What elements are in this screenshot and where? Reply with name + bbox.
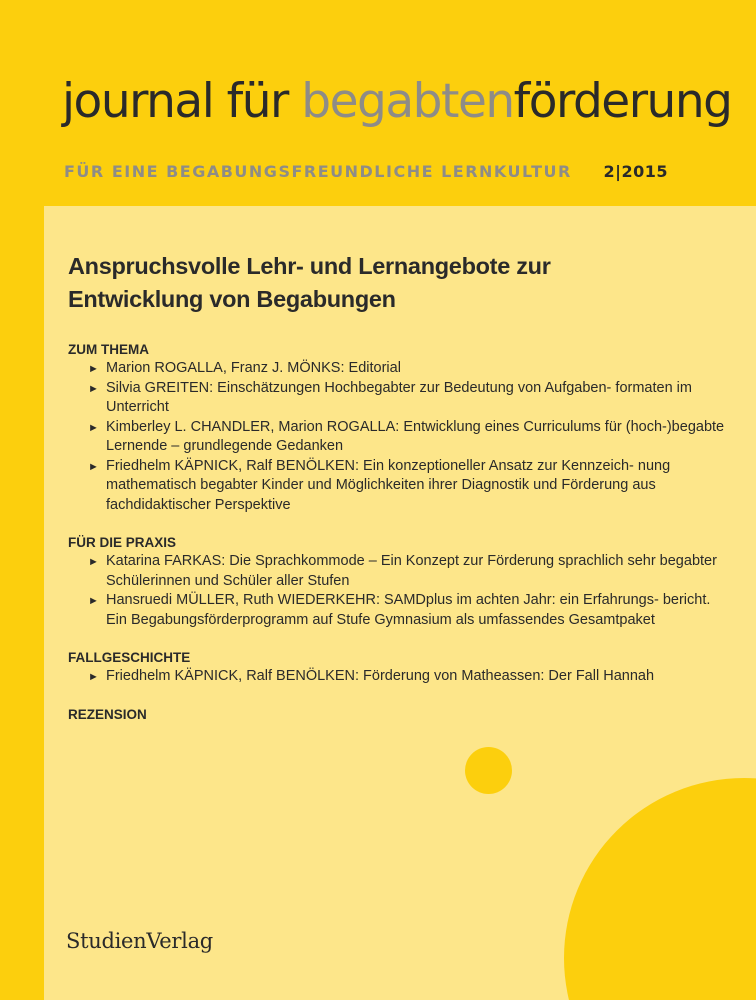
section-heading: FÜR DIE PRAXIS xyxy=(68,535,177,550)
section-zum-thema xyxy=(68,340,728,515)
section-rezension xyxy=(68,705,728,724)
toc-item-text: Hansruedi MÜLLER, Ruth WIEDERKEHR: SAMDplus im achten Jahr: ein Erfahrungs- bericht. Ein Begabungsförderprogramm auf Stufe Gymnasium als umfassendes Gesamtpaket xyxy=(106,592,711,628)
issue-headline xyxy=(68,250,728,316)
toc-item xyxy=(68,418,728,457)
toc-item xyxy=(68,667,728,687)
bullet-arrow-icon: ► xyxy=(88,363,99,375)
toc-item xyxy=(68,457,728,516)
toc-item xyxy=(68,359,728,379)
bullet-arrow-icon: ► xyxy=(88,460,99,473)
headline-line-1: Anspruchsvolle Lehr- und Lernangebote zur xyxy=(68,253,551,279)
journal-title-part2: begabten xyxy=(301,74,514,129)
journal-title xyxy=(62,74,732,129)
bullet-arrow-icon: ► xyxy=(88,421,99,434)
issue-number: 2|2015 xyxy=(603,162,668,181)
bullet-arrow-icon: ► xyxy=(88,671,99,683)
toc-item-text: Silvia GREITEN: Einschätzungen Hochbegabter zur Bedeutung von Aufgaben- formaten im Unterricht xyxy=(106,379,692,415)
section-heading: REZENSION xyxy=(68,706,147,722)
bullet-arrow-icon: ► xyxy=(88,595,99,607)
toc-item-text: Katarina FARKAS: Die Sprachkommode – Ein Konzept zur Förderung sprachlich sehr begabter Schülerinnen und Schüler aller Stufen xyxy=(106,553,717,589)
subtitle-bar xyxy=(64,162,668,181)
journal-title-part1: journal für xyxy=(62,74,302,129)
section-fuer-die-praxis xyxy=(68,533,728,630)
table-of-contents xyxy=(68,250,728,724)
toc-item xyxy=(68,552,728,591)
section-fallgeschichte xyxy=(68,648,728,687)
section-heading: ZUM THEMA xyxy=(68,342,149,357)
decorative-circle-small xyxy=(465,747,512,794)
toc-item-text: Friedhelm KÄPNICK, Ralf BENÖLKEN: Förderung von Matheassen: Der Fall Hannah xyxy=(106,668,655,684)
publisher-logo: StudienVerlag xyxy=(66,929,213,953)
decorative-circle-large xyxy=(564,778,756,1000)
headline-line-2: Entwicklung von Begabungen xyxy=(68,286,396,312)
journal-title-part3: förderung xyxy=(513,74,732,129)
bullet-arrow-icon: ► xyxy=(88,556,99,568)
section-heading: FALLGESCHICHTE xyxy=(68,650,191,665)
toc-item-text: Friedhelm KÄPNICK, Ralf BENÖLKEN: Ein konzeptioneller Ansatz zur Kennzeich- nung mathematisch begabter Kinder und Möglichkeiten ihrer Diagnostik und Förderung aus fachdidaktischer Perspektive xyxy=(106,457,671,513)
journal-subtitle: FÜR EINE BEGABUNGSFREUNDLICHE LERNKULTUR xyxy=(64,162,572,181)
toc-item xyxy=(68,591,728,630)
contents-panel xyxy=(44,206,756,1000)
toc-item-text: Marion ROGALLA, Franz J. MÖNKS: Editorial xyxy=(106,360,401,376)
bullet-arrow-icon: ► xyxy=(88,382,99,395)
toc-item-text: Kimberley L. CHANDLER, Marion ROGALLA: Entwicklung eines Curriculums für (hoch-)begabte Lernende – grundlegende Gedanken xyxy=(106,418,725,454)
toc-item xyxy=(68,379,728,418)
